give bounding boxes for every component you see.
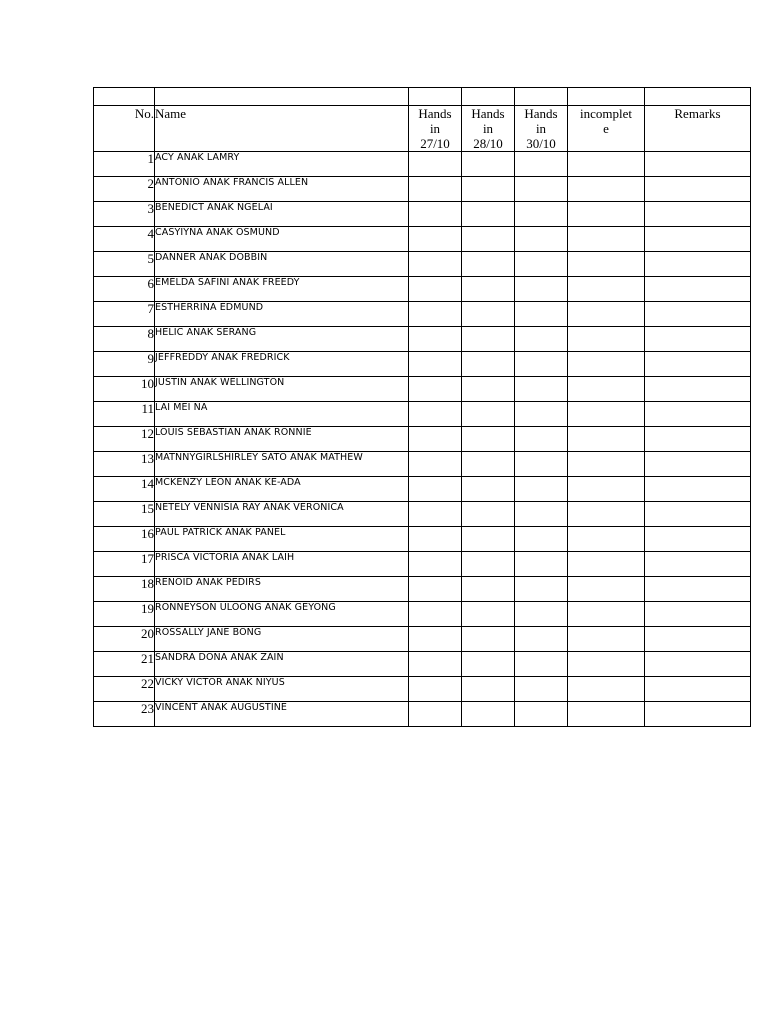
student-name: BENEDICT ANAK NGELAI (155, 202, 409, 227)
hands-in-27-10-cell[interactable] (409, 577, 462, 602)
hands-in-30-10-cell[interactable] (515, 352, 568, 377)
row-number: 14 (94, 477, 155, 502)
hands-in-28-10-cell[interactable] (462, 602, 515, 627)
hands-in-27-10-cell[interactable] (409, 527, 462, 552)
row-number: 6 (94, 277, 155, 302)
row-number: 22 (94, 677, 155, 702)
row-number: 23 (94, 702, 155, 727)
hands-in-27-10-cell[interactable] (409, 177, 462, 202)
hands-in-30-10-cell[interactable] (515, 527, 568, 552)
remarks-cell[interactable] (645, 427, 751, 452)
student-name: LOUIS SEBASTIAN ANAK RONNIE (155, 427, 409, 452)
student-name: ESTHERRINA EDMUND (155, 302, 409, 327)
remarks-cell[interactable] (645, 377, 751, 402)
remarks-cell[interactable] (645, 177, 751, 202)
row-number: 19 (94, 602, 155, 627)
hands-in-30-10-cell[interactable] (515, 202, 568, 227)
student-name: ACY ANAK LAMRY (155, 152, 409, 177)
student-name: MATNNYGIRLSHIRLEY SATO ANAK MATHEW (155, 452, 409, 477)
hands-in-27-10-cell[interactable] (409, 477, 462, 502)
hands-in-28-10-cell[interactable] (462, 352, 515, 377)
row-number: 10 (94, 377, 155, 402)
incomplete-cell[interactable] (568, 327, 645, 352)
student-name: JEFFREDDY ANAK FREDRICK (155, 352, 409, 377)
table-row (94, 377, 751, 402)
hands-in-30-10-cell[interactable] (515, 277, 568, 302)
incomplete-cell[interactable] (568, 677, 645, 702)
table-row (94, 202, 751, 227)
row-number: 18 (94, 577, 155, 602)
column-header-incomplete (568, 106, 645, 152)
hands-in-27-10-cell[interactable] (409, 227, 462, 252)
table-row (94, 577, 751, 602)
row-number: 15 (94, 502, 155, 527)
row-number: 12 (94, 427, 155, 452)
hands-in-27-10-cell[interactable] (409, 552, 462, 577)
incomplete-cell[interactable] (568, 302, 645, 327)
hands-in-30-10-cell[interactable] (515, 227, 568, 252)
remarks-cell[interactable] (645, 452, 751, 477)
incomplete-cell[interactable] (568, 702, 645, 727)
remarks-cell[interactable] (645, 302, 751, 327)
hands-in-27-10-cell[interactable] (409, 677, 462, 702)
hands-in-30-10-cell[interactable] (515, 327, 568, 352)
hands-in-30-10-cell[interactable] (515, 452, 568, 477)
remarks-cell[interactable] (645, 152, 751, 177)
table-row (94, 402, 751, 427)
row-number: 9 (94, 352, 155, 377)
hands-in-27-10-cell[interactable] (409, 352, 462, 377)
table-row (94, 602, 751, 627)
blank-cell (515, 88, 568, 106)
remarks-cell[interactable] (645, 277, 751, 302)
hands-in-28-10-cell[interactable] (462, 302, 515, 327)
header-row (94, 106, 751, 152)
remarks-cell[interactable] (645, 477, 751, 502)
student-name: DANNER ANAK DOBBIN (155, 252, 409, 277)
hands-in-27-10-cell[interactable] (409, 502, 462, 527)
row-number: 20 (94, 627, 155, 652)
hands-in-28-10-cell[interactable] (462, 502, 515, 527)
student-checklist-table (93, 87, 751, 727)
student-name: CASYIYNA ANAK OSMUND (155, 227, 409, 252)
hands-in-30-10-cell[interactable] (515, 602, 568, 627)
header-line: Hands (524, 106, 558, 121)
incomplete-cell[interactable] (568, 477, 645, 502)
table-row (94, 652, 751, 677)
header-line: in (535, 121, 547, 136)
incomplete-cell[interactable] (568, 252, 645, 277)
column-header-hands-in-27-10 (409, 106, 462, 152)
row-number: 21 (94, 652, 155, 677)
hands-in-28-10-cell[interactable] (462, 527, 515, 552)
table-row (94, 327, 751, 352)
incomplete-cell[interactable] (568, 352, 645, 377)
table-row (94, 302, 751, 327)
hands-in-30-10-cell[interactable] (515, 652, 568, 677)
remarks-cell[interactable] (645, 502, 751, 527)
table-row (94, 677, 751, 702)
row-number: 3 (94, 202, 155, 227)
hands-in-30-10-cell[interactable] (515, 402, 568, 427)
row-number: 4 (94, 227, 155, 252)
header-line: in (429, 121, 441, 136)
hands-in-28-10-cell[interactable] (462, 152, 515, 177)
hands-in-28-10-cell[interactable] (462, 427, 515, 452)
student-name: NETELY VENNISIA RAY ANAK VERONICA (155, 502, 409, 527)
column-header-name: Name (155, 106, 409, 152)
row-number: 16 (94, 527, 155, 552)
column-header-no: No. (94, 106, 155, 152)
blank-cell (155, 88, 409, 106)
blank-cell (94, 88, 155, 106)
column-header-hands-in-28-10 (462, 106, 515, 152)
column-header-hands-in-30-10 (515, 106, 568, 152)
hands-in-27-10-cell[interactable] (409, 702, 462, 727)
student-name: ANTONIO ANAK FRANCIS ALLEN (155, 177, 409, 202)
hands-in-27-10-cell[interactable] (409, 302, 462, 327)
student-name: RENOID ANAK PEDIRS (155, 577, 409, 602)
blank-cell (568, 88, 645, 106)
row-number: 1 (94, 152, 155, 177)
hands-in-30-10-cell[interactable] (515, 502, 568, 527)
hands-in-27-10-cell[interactable] (409, 202, 462, 227)
incomplete-cell[interactable] (568, 177, 645, 202)
row-number: 2 (94, 177, 155, 202)
remarks-cell[interactable] (645, 552, 751, 577)
student-name: PRISCA VICTORIA ANAK LAIH (155, 552, 409, 577)
header-line: 28/10 (473, 136, 503, 151)
incomplete-cell[interactable] (568, 427, 645, 452)
table-row (94, 502, 751, 527)
table-row (94, 152, 751, 177)
incomplete-cell[interactable] (568, 152, 645, 177)
hands-in-30-10-cell[interactable] (515, 302, 568, 327)
remarks-cell[interactable] (645, 327, 751, 352)
row-number: 8 (94, 327, 155, 352)
blank-cell (645, 88, 751, 106)
hands-in-30-10-cell[interactable] (515, 552, 568, 577)
table-row (94, 552, 751, 577)
incomplete-cell[interactable] (568, 527, 645, 552)
hands-in-28-10-cell[interactable] (462, 377, 515, 402)
student-name: ROSSALLY JANE BONG (155, 627, 409, 652)
hands-in-27-10-cell[interactable] (409, 627, 462, 652)
hands-in-27-10-cell[interactable] (409, 277, 462, 302)
student-name: LAI MEI NA (155, 402, 409, 427)
header-line: 30/10 (526, 136, 556, 151)
hands-in-27-10-cell[interactable] (409, 452, 462, 477)
remarks-cell[interactable] (645, 227, 751, 252)
remarks-cell[interactable] (645, 702, 751, 727)
header-line: in (482, 121, 494, 136)
hands-in-30-10-cell[interactable] (515, 252, 568, 277)
incomplete-cell[interactable] (568, 502, 645, 527)
blank-cell (409, 88, 462, 106)
student-name: RONNEYSON ULOONG ANAK GEYONG (155, 602, 409, 627)
student-name: VICKY VICTOR ANAK NIYUS (155, 677, 409, 702)
row-number: 11 (94, 402, 155, 427)
table-row (94, 527, 751, 552)
hands-in-28-10-cell[interactable] (462, 702, 515, 727)
hands-in-27-10-cell[interactable] (409, 427, 462, 452)
incomplete-cell[interactable] (568, 202, 645, 227)
hands-in-28-10-cell[interactable] (462, 477, 515, 502)
incomplete-cell[interactable] (568, 577, 645, 602)
header-line: Hands (471, 106, 505, 121)
student-name: PAUL PATRICK ANAK PANEL (155, 527, 409, 552)
hands-in-30-10-cell[interactable] (515, 677, 568, 702)
hands-in-28-10-cell[interactable] (462, 652, 515, 677)
incomplete-cell[interactable] (568, 277, 645, 302)
hands-in-27-10-cell[interactable] (409, 652, 462, 677)
student-name: VINCENT ANAK AUGUSTINE (155, 702, 409, 727)
hands-in-30-10-cell[interactable] (515, 477, 568, 502)
remarks-cell[interactable] (645, 652, 751, 677)
incomplete-cell[interactable] (568, 602, 645, 627)
incomplete-cell[interactable] (568, 452, 645, 477)
table-row (94, 227, 751, 252)
student-name: HELIC ANAK SERANG (155, 327, 409, 352)
incomplete-cell[interactable] (568, 552, 645, 577)
hands-in-28-10-cell[interactable] (462, 677, 515, 702)
table-row (94, 702, 751, 727)
blank-top-row (94, 88, 751, 106)
student-name: EMELDA SAFINI ANAK FREEDY (155, 277, 409, 302)
hands-in-30-10-cell[interactable] (515, 152, 568, 177)
hands-in-27-10-cell[interactable] (409, 602, 462, 627)
blank-cell (462, 88, 515, 106)
hands-in-28-10-cell[interactable] (462, 252, 515, 277)
incomplete-cell[interactable] (568, 227, 645, 252)
incomplete-cell[interactable] (568, 402, 645, 427)
column-header-remarks: Remarks (645, 106, 751, 152)
row-number: 5 (94, 252, 155, 277)
header-line: Hands (418, 106, 452, 121)
table-row (94, 252, 751, 277)
hands-in-30-10-cell[interactable] (515, 627, 568, 652)
hands-in-28-10-cell[interactable] (462, 577, 515, 602)
hands-in-30-10-cell[interactable] (515, 177, 568, 202)
hands-in-27-10-cell[interactable] (409, 152, 462, 177)
header-line: 27/10 (420, 136, 450, 151)
hands-in-27-10-cell[interactable] (409, 327, 462, 352)
incomplete-cell[interactable] (568, 627, 645, 652)
student-name: MCKENZY LEON ANAK KE-ADA (155, 477, 409, 502)
row-number: 7 (94, 302, 155, 327)
hands-in-30-10-cell[interactable] (515, 702, 568, 727)
remarks-cell[interactable] (645, 352, 751, 377)
table-row (94, 277, 751, 302)
hands-in-28-10-cell[interactable] (462, 177, 515, 202)
student-name: JUSTIN ANAK WELLINGTON (155, 377, 409, 402)
hands-in-28-10-cell[interactable] (462, 402, 515, 427)
hands-in-30-10-cell[interactable] (515, 377, 568, 402)
remarks-cell[interactable] (645, 527, 751, 552)
header-line: e (603, 121, 609, 136)
incomplete-cell[interactable] (568, 377, 645, 402)
hands-in-27-10-cell[interactable] (409, 377, 462, 402)
table-row (94, 452, 751, 477)
hands-in-28-10-cell[interactable] (462, 452, 515, 477)
hands-in-28-10-cell[interactable] (462, 277, 515, 302)
table-row (94, 477, 751, 502)
hands-in-28-10-cell[interactable] (462, 552, 515, 577)
row-number: 13 (94, 452, 155, 477)
remarks-cell[interactable] (645, 602, 751, 627)
hands-in-28-10-cell[interactable] (462, 627, 515, 652)
hands-in-27-10-cell[interactable] (409, 252, 462, 277)
table-row (94, 627, 751, 652)
hands-in-28-10-cell[interactable] (462, 227, 515, 252)
remarks-cell[interactable] (645, 252, 751, 277)
row-number: 17 (94, 552, 155, 577)
hands-in-30-10-cell[interactable] (515, 577, 568, 602)
remarks-cell[interactable] (645, 577, 751, 602)
incomplete-cell[interactable] (568, 652, 645, 677)
table-row (94, 352, 751, 377)
hands-in-27-10-cell[interactable] (409, 402, 462, 427)
hands-in-28-10-cell[interactable] (462, 202, 515, 227)
remarks-cell[interactable] (645, 202, 751, 227)
remarks-cell[interactable] (645, 402, 751, 427)
table-row (94, 427, 751, 452)
hands-in-28-10-cell[interactable] (462, 327, 515, 352)
remarks-cell[interactable] (645, 627, 751, 652)
table-row (94, 177, 751, 202)
header-line: incomplet (580, 106, 632, 121)
student-name: SANDRA DONA ANAK ZAIN (155, 652, 409, 677)
hands-in-30-10-cell[interactable] (515, 427, 568, 452)
remarks-cell[interactable] (645, 677, 751, 702)
